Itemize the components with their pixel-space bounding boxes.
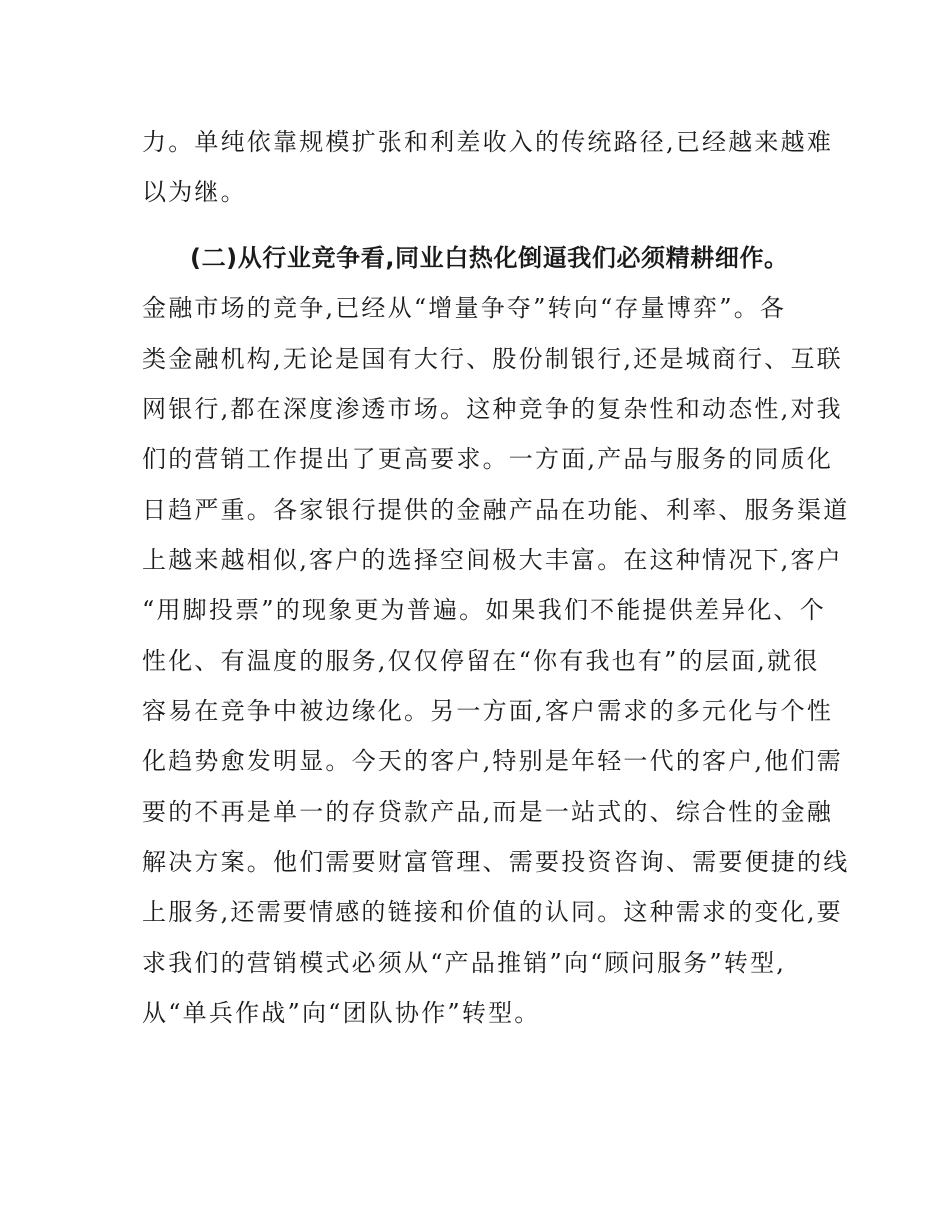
paragraph-line: “用脚投票”的现象更为普遍。如果我们不能提供差异化、个 — [142, 596, 826, 624]
paragraph-line: 解决方案。他们需要财富管理、需要投资咨询、需要便捷的线 — [142, 848, 850, 876]
paragraph-line: 们的营销工作提出了更高要求。一方面,产品与服务的同质化 — [142, 445, 834, 473]
paragraph-line: 网银行,都在深度渗透市场。这种竞争的复杂性和动态性,对我 — [142, 395, 843, 423]
paragraph-line: 以为继。 — [142, 178, 247, 206]
paragraph-line: 容易在竞争中被边缘化。另一方面,客户需求的多元化与个性 — [142, 697, 834, 725]
paragraph-line: 金融市场的竞争,已经从“增量争夺”转向“存量博弈”。各 — [142, 294, 787, 322]
paragraph-line: 上越来越相似,客户的选择空间极大丰富。在这种情况下,客户 — [142, 546, 843, 574]
section-heading: (二)从行业竞争看,同业白热化倒逼我们必须精耕细作。 — [190, 244, 789, 272]
paragraph-line: 化趋势愈发明显。今天的客户,特别是年轻一代的客户,他们需 — [142, 747, 843, 775]
paragraph-line: 力。单纯依靠规模扩张和利差收入的传统路径,已经越来越难 — [142, 128, 834, 156]
paragraph-line: 求我们的营销模式必须从“产品推销”向“顾问服务”转型, — [142, 949, 787, 977]
paragraph-line: 性化、有温度的服务,仅仅停留在“你有我也有”的层面,就很 — [142, 647, 820, 675]
paragraph-line: 要的不再是单一的存贷款产品,而是一站式的、综合性的金融 — [142, 798, 834, 826]
paragraph-line: 从“单兵作战”向“团队协作”转型。 — [142, 999, 541, 1027]
paragraph-line: 类金融机构,无论是国有大行、股份制银行,还是城商行、互联 — [142, 345, 843, 373]
paragraph-line: 日趋严重。各家银行提供的金融产品在功能、利率、服务渠道 — [142, 496, 850, 524]
paragraph-line: 上服务,还需要情感的链接和价值的认同。这种需求的变化,要 — [142, 898, 843, 926]
